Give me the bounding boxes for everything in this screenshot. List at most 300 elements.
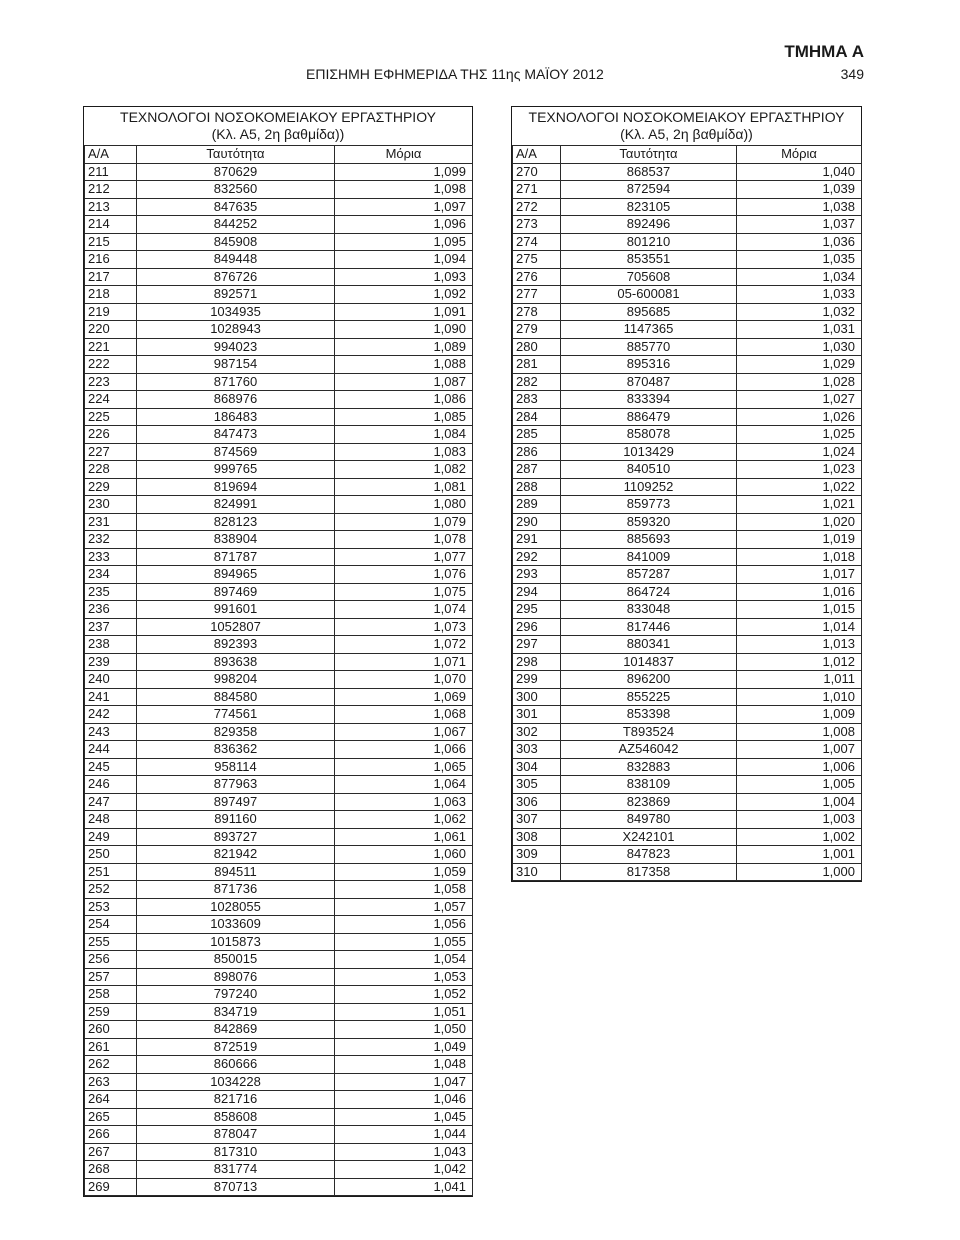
- table-row: [85, 1021, 473, 1039]
- identity-number: 1015873: [137, 933, 335, 951]
- table-row: [513, 531, 862, 549]
- identity-number: 1013429: [561, 443, 737, 461]
- identity-number: 871760: [137, 373, 335, 391]
- score-value: 1,054: [335, 951, 473, 969]
- row-number: 298: [513, 653, 561, 671]
- row-number: 290: [513, 513, 561, 531]
- identity-number: 892393: [137, 636, 335, 654]
- score-value: 1,058: [335, 881, 473, 899]
- row-number: 246: [85, 776, 137, 794]
- score-value: 1,015: [737, 601, 862, 619]
- row-number: 211: [85, 163, 137, 181]
- score-value: 1,006: [737, 758, 862, 776]
- table-row: [85, 356, 473, 374]
- table-row: [513, 408, 862, 426]
- table-row: [513, 723, 862, 741]
- row-number: 280: [513, 338, 561, 356]
- score-value: 1,088: [335, 356, 473, 374]
- identity-number: 871736: [137, 881, 335, 899]
- table-row: [85, 496, 473, 514]
- row-number: 232: [85, 531, 137, 549]
- identity-number: 1034228: [137, 1073, 335, 1091]
- row-number: 236: [85, 601, 137, 619]
- row-number: 248: [85, 811, 137, 829]
- score-value: 1,038: [737, 198, 862, 216]
- row-number: 303: [513, 741, 561, 759]
- score-value: 1,069: [335, 688, 473, 706]
- identity-number: 893727: [137, 828, 335, 846]
- row-number: 252: [85, 881, 137, 899]
- row-number: 255: [85, 933, 137, 951]
- row-number: 284: [513, 408, 561, 426]
- score-value: 1,043: [335, 1143, 473, 1161]
- row-number: 227: [85, 443, 137, 461]
- identity-number: 987154: [137, 356, 335, 374]
- row-number: 306: [513, 793, 561, 811]
- table-row: [513, 513, 862, 531]
- table-row: [85, 671, 473, 689]
- table-row: [85, 1126, 473, 1144]
- table-row: [513, 671, 862, 689]
- score-value: 1,089: [335, 338, 473, 356]
- table-row: [513, 758, 862, 776]
- identity-number: 1052807: [137, 618, 335, 636]
- row-number: 224: [85, 391, 137, 409]
- score-value: 1,041: [335, 1178, 473, 1196]
- score-value: 1,060: [335, 846, 473, 864]
- table-row: [513, 811, 862, 829]
- column-header-id: Ταυτότητα: [137, 146, 335, 164]
- identity-number: 857287: [561, 566, 737, 584]
- row-number: 307: [513, 811, 561, 829]
- identity-number: 1014837: [561, 653, 737, 671]
- row-number: 287: [513, 461, 561, 479]
- table-row: [85, 461, 473, 479]
- row-number: 250: [85, 846, 137, 864]
- score-value: 1,005: [737, 776, 862, 794]
- identity-number: X242101: [561, 828, 737, 846]
- row-number: 220: [85, 321, 137, 339]
- table-row: [85, 741, 473, 759]
- table-row: [513, 566, 862, 584]
- row-number: 305: [513, 776, 561, 794]
- row-number: 228: [85, 461, 137, 479]
- identity-number: 847635: [137, 198, 335, 216]
- score-value: 1,023: [737, 461, 862, 479]
- score-value: 1,059: [335, 863, 473, 881]
- row-number: 215: [85, 233, 137, 251]
- table-row: [513, 373, 862, 391]
- score-value: 1,064: [335, 776, 473, 794]
- score-value: 1,092: [335, 286, 473, 304]
- row-number: 243: [85, 723, 137, 741]
- identity-number: 868537: [561, 163, 737, 181]
- table-row: [513, 688, 862, 706]
- table-row: [513, 286, 862, 304]
- table-row: [85, 846, 473, 864]
- score-value: 1,047: [335, 1073, 473, 1091]
- table-row: [85, 513, 473, 531]
- row-number: 219: [85, 303, 137, 321]
- table-row: [85, 1056, 473, 1074]
- identity-number: 895316: [561, 356, 737, 374]
- row-number: 277: [513, 286, 561, 304]
- identity-number: 878047: [137, 1126, 335, 1144]
- identity-number: 797240: [137, 986, 335, 1004]
- score-value: 1,087: [335, 373, 473, 391]
- table-row: [513, 198, 862, 216]
- identity-number: 897469: [137, 583, 335, 601]
- identity-number: 186483: [137, 408, 335, 426]
- gazette-header: ΕΠΙΣΗΜΗ ΕΦΗΜΕΡΙΔΑ ΤΗΣ 11ης ΜΑΪΟΥ 2012: [306, 66, 604, 82]
- score-value: 1,013: [737, 636, 862, 654]
- score-value: 1,085: [335, 408, 473, 426]
- identity-number: 1109252: [561, 478, 737, 496]
- table-row: [85, 951, 473, 969]
- identity-number: 871787: [137, 548, 335, 566]
- table-row: [85, 688, 473, 706]
- score-value: 1,034: [737, 268, 862, 286]
- table-row: [513, 251, 862, 269]
- score-value: 1,044: [335, 1126, 473, 1144]
- identity-number: 858608: [137, 1108, 335, 1126]
- table-row: [85, 566, 473, 584]
- row-number: 217: [85, 268, 137, 286]
- score-value: 1,020: [737, 513, 862, 531]
- identity-number: 824991: [137, 496, 335, 514]
- table-row: [513, 636, 862, 654]
- row-number: 239: [85, 653, 137, 671]
- table-row: [85, 933, 473, 951]
- identity-number: 832883: [561, 758, 737, 776]
- table-row: [513, 391, 862, 409]
- table-row: [85, 1091, 473, 1109]
- score-value: 1,072: [335, 636, 473, 654]
- table-row: [85, 986, 473, 1004]
- score-value: 1,036: [737, 233, 862, 251]
- row-number: 295: [513, 601, 561, 619]
- score-value: 1,080: [335, 496, 473, 514]
- identity-number: 821942: [137, 846, 335, 864]
- table-row: [85, 478, 473, 496]
- identity-number: 872594: [561, 181, 737, 199]
- score-value: 1,096: [335, 216, 473, 234]
- table-row: [85, 531, 473, 549]
- identity-number: 838109: [561, 776, 737, 794]
- score-value: 1,079: [335, 513, 473, 531]
- score-value: 1,001: [737, 846, 862, 864]
- score-value: 1,065: [335, 758, 473, 776]
- table-row: [85, 268, 473, 286]
- table-header-row: [85, 146, 473, 164]
- identity-number: 823869: [561, 793, 737, 811]
- row-number: 241: [85, 688, 137, 706]
- row-number: 309: [513, 846, 561, 864]
- identity-number: 885693: [561, 531, 737, 549]
- score-value: 1,073: [335, 618, 473, 636]
- row-number: 282: [513, 373, 561, 391]
- row-number: 238: [85, 636, 137, 654]
- table-row: [513, 793, 862, 811]
- identity-number: 847473: [137, 426, 335, 444]
- score-value: 1,067: [335, 723, 473, 741]
- row-number: 240: [85, 671, 137, 689]
- table-row: [85, 1003, 473, 1021]
- score-value: 1,030: [737, 338, 862, 356]
- page-number: 349: [840, 66, 864, 82]
- identity-number: 897497: [137, 793, 335, 811]
- row-number: 302: [513, 723, 561, 741]
- table-title: ΤΕΧΝΟΛΟΓΟΙ ΝΟΣΟΚΟΜΕΙΑΚΟΥ ΕΡΓΑΣΤΗΡΙΟΥ: [120, 109, 436, 125]
- identity-number: 817310: [137, 1143, 335, 1161]
- score-value: 1,077: [335, 548, 473, 566]
- score-value: 1,040: [737, 163, 862, 181]
- score-value: 1,078: [335, 531, 473, 549]
- left-table-block: [83, 106, 473, 1197]
- table-row: [85, 181, 473, 199]
- table-row: [513, 828, 862, 846]
- row-number: 258: [85, 986, 137, 1004]
- row-number: 300: [513, 688, 561, 706]
- identity-number: 831774: [137, 1161, 335, 1179]
- table-body: [85, 163, 473, 1196]
- table-row: [85, 408, 473, 426]
- score-value: 1,056: [335, 916, 473, 934]
- table-row: [85, 653, 473, 671]
- row-number: 267: [85, 1143, 137, 1161]
- score-value: 1,094: [335, 251, 473, 269]
- row-number: 226: [85, 426, 137, 444]
- table-row: [85, 1038, 473, 1056]
- row-number: 233: [85, 548, 137, 566]
- identity-number: 874569: [137, 443, 335, 461]
- table-row: [85, 1108, 473, 1126]
- column-header-id: Ταυτότητα: [561, 146, 737, 164]
- identity-number: 958114: [137, 758, 335, 776]
- score-value: 1,076: [335, 566, 473, 584]
- row-number: 247: [85, 793, 137, 811]
- score-value: 1,082: [335, 461, 473, 479]
- score-value: 1,000: [737, 863, 862, 881]
- identity-number: 844252: [137, 216, 335, 234]
- score-value: 1,070: [335, 671, 473, 689]
- row-number: 244: [85, 741, 137, 759]
- table-header-row: [513, 146, 862, 164]
- identity-number: 829358: [137, 723, 335, 741]
- identity-number: 870713: [137, 1178, 335, 1196]
- row-number: 230: [85, 496, 137, 514]
- table-row: [85, 793, 473, 811]
- identity-number: 898076: [137, 968, 335, 986]
- table-row: [85, 583, 473, 601]
- score-value: 1,071: [335, 653, 473, 671]
- table-row: [85, 163, 473, 181]
- row-number: 285: [513, 426, 561, 444]
- score-value: 1,068: [335, 706, 473, 724]
- identity-number: 868976: [137, 391, 335, 409]
- table-row: [85, 863, 473, 881]
- score-value: 1,018: [737, 548, 862, 566]
- column-header-aa: Α/Α: [85, 146, 137, 164]
- identity-number: 1033609: [137, 916, 335, 934]
- identity-number: 817358: [561, 863, 737, 881]
- row-number: 270: [513, 163, 561, 181]
- row-number: 271: [513, 181, 561, 199]
- row-number: 304: [513, 758, 561, 776]
- row-number: 218: [85, 286, 137, 304]
- score-value: 1,062: [335, 811, 473, 829]
- identity-number: 891160: [137, 811, 335, 829]
- row-number: 301: [513, 706, 561, 724]
- row-number: 272: [513, 198, 561, 216]
- table-title: ΤΕΧΝΟΛΟΓΟΙ ΝΟΣΟΚΟΜΕΙΑΚΟΥ ΕΡΓΑΣΤΗΡΙΟΥ: [528, 109, 845, 125]
- identity-number: 838904: [137, 531, 335, 549]
- row-number: 242: [85, 706, 137, 724]
- score-value: 1,002: [737, 828, 862, 846]
- table-row: [513, 601, 862, 619]
- table-row: [85, 1073, 473, 1091]
- row-number: 269: [85, 1178, 137, 1196]
- identity-number: 870487: [561, 373, 737, 391]
- row-number: 259: [85, 1003, 137, 1021]
- row-number: 257: [85, 968, 137, 986]
- table-row: [513, 426, 862, 444]
- row-number: 293: [513, 566, 561, 584]
- score-value: 1,035: [737, 251, 862, 269]
- score-value: 1,081: [335, 478, 473, 496]
- identity-number: 774561: [137, 706, 335, 724]
- table-subtitle: (Κλ. Α5, 2η βαθμίδα)): [620, 126, 753, 142]
- identity-number: 845908: [137, 233, 335, 251]
- score-value: 1,029: [737, 356, 862, 374]
- identity-number: 836362: [137, 741, 335, 759]
- table-row: [513, 583, 862, 601]
- table-row: [513, 496, 862, 514]
- identity-number: 855225: [561, 688, 737, 706]
- score-value: 1,028: [737, 373, 862, 391]
- row-number: 274: [513, 233, 561, 251]
- table-row: [85, 443, 473, 461]
- identity-number: 994023: [137, 338, 335, 356]
- score-value: 1,009: [737, 706, 862, 724]
- table-row: [513, 478, 862, 496]
- table-row: [513, 618, 862, 636]
- table-row: [85, 1178, 473, 1196]
- score-value: 1,050: [335, 1021, 473, 1039]
- score-value: 1,074: [335, 601, 473, 619]
- table-row: [85, 776, 473, 794]
- row-number: 254: [85, 916, 137, 934]
- score-value: 1,055: [335, 933, 473, 951]
- row-number: 253: [85, 898, 137, 916]
- table-row: [513, 776, 862, 794]
- table-row: [513, 181, 862, 199]
- score-value: 1,014: [737, 618, 862, 636]
- section-label: ΤΜΗΜΑ Α: [784, 42, 864, 61]
- score-value: 1,017: [737, 566, 862, 584]
- table-row: [513, 846, 862, 864]
- table-row: [85, 303, 473, 321]
- row-number: 216: [85, 251, 137, 269]
- table-body: [513, 163, 862, 881]
- identity-number: 833394: [561, 391, 737, 409]
- row-number: 268: [85, 1161, 137, 1179]
- column-header-score: Μόρια: [335, 146, 473, 164]
- row-number: 265: [85, 1108, 137, 1126]
- row-number: 276: [513, 268, 561, 286]
- row-number: 256: [85, 951, 137, 969]
- row-number: 264: [85, 1091, 137, 1109]
- score-value: 1,098: [335, 181, 473, 199]
- row-number: 234: [85, 566, 137, 584]
- table-row: [85, 251, 473, 269]
- table-row: [85, 828, 473, 846]
- row-number: 299: [513, 671, 561, 689]
- score-value: 1,046: [335, 1091, 473, 1109]
- identity-number: 817446: [561, 618, 737, 636]
- table-row: [85, 338, 473, 356]
- table-row: [85, 373, 473, 391]
- row-number: 221: [85, 338, 137, 356]
- row-number: 225: [85, 408, 137, 426]
- identity-number: 705608: [561, 268, 737, 286]
- identity-number: 823105: [561, 198, 737, 216]
- score-value: 1,007: [737, 741, 862, 759]
- table-row: [85, 286, 473, 304]
- row-number: 223: [85, 373, 137, 391]
- table-row: [513, 321, 862, 339]
- row-number: 229: [85, 478, 137, 496]
- identity-number: 860666: [137, 1056, 335, 1074]
- row-number: 288: [513, 478, 561, 496]
- table-row: [85, 881, 473, 899]
- score-value: 1,091: [335, 303, 473, 321]
- score-value: 1,008: [737, 723, 862, 741]
- identity-number: 876726: [137, 268, 335, 286]
- identity-number: 842869: [137, 1021, 335, 1039]
- table-row: [85, 321, 473, 339]
- score-value: 1,049: [335, 1038, 473, 1056]
- row-number: 251: [85, 863, 137, 881]
- score-value: 1,051: [335, 1003, 473, 1021]
- row-number: 283: [513, 391, 561, 409]
- identity-number: 893638: [137, 653, 335, 671]
- score-value: 1,063: [335, 793, 473, 811]
- table-row: [513, 163, 862, 181]
- row-number: 297: [513, 636, 561, 654]
- table-row: [513, 233, 862, 251]
- score-value: 1,012: [737, 653, 862, 671]
- identity-number: 885770: [561, 338, 737, 356]
- row-number: 212: [85, 181, 137, 199]
- identity-number: 849780: [561, 811, 737, 829]
- score-value: 1,039: [737, 181, 862, 199]
- identity-number: 1147365: [561, 321, 737, 339]
- identity-number: 892571: [137, 286, 335, 304]
- identity-number: 828123: [137, 513, 335, 531]
- identity-number: 872519: [137, 1038, 335, 1056]
- row-number: 213: [85, 198, 137, 216]
- table-row: [513, 356, 862, 374]
- table-row: [85, 426, 473, 444]
- row-number: 310: [513, 863, 561, 881]
- score-value: 1,022: [737, 478, 862, 496]
- identity-number: 877963: [137, 776, 335, 794]
- identity-number: 841009: [561, 548, 737, 566]
- identity-number: 1034935: [137, 303, 335, 321]
- score-value: 1,075: [335, 583, 473, 601]
- score-value: 1,048: [335, 1056, 473, 1074]
